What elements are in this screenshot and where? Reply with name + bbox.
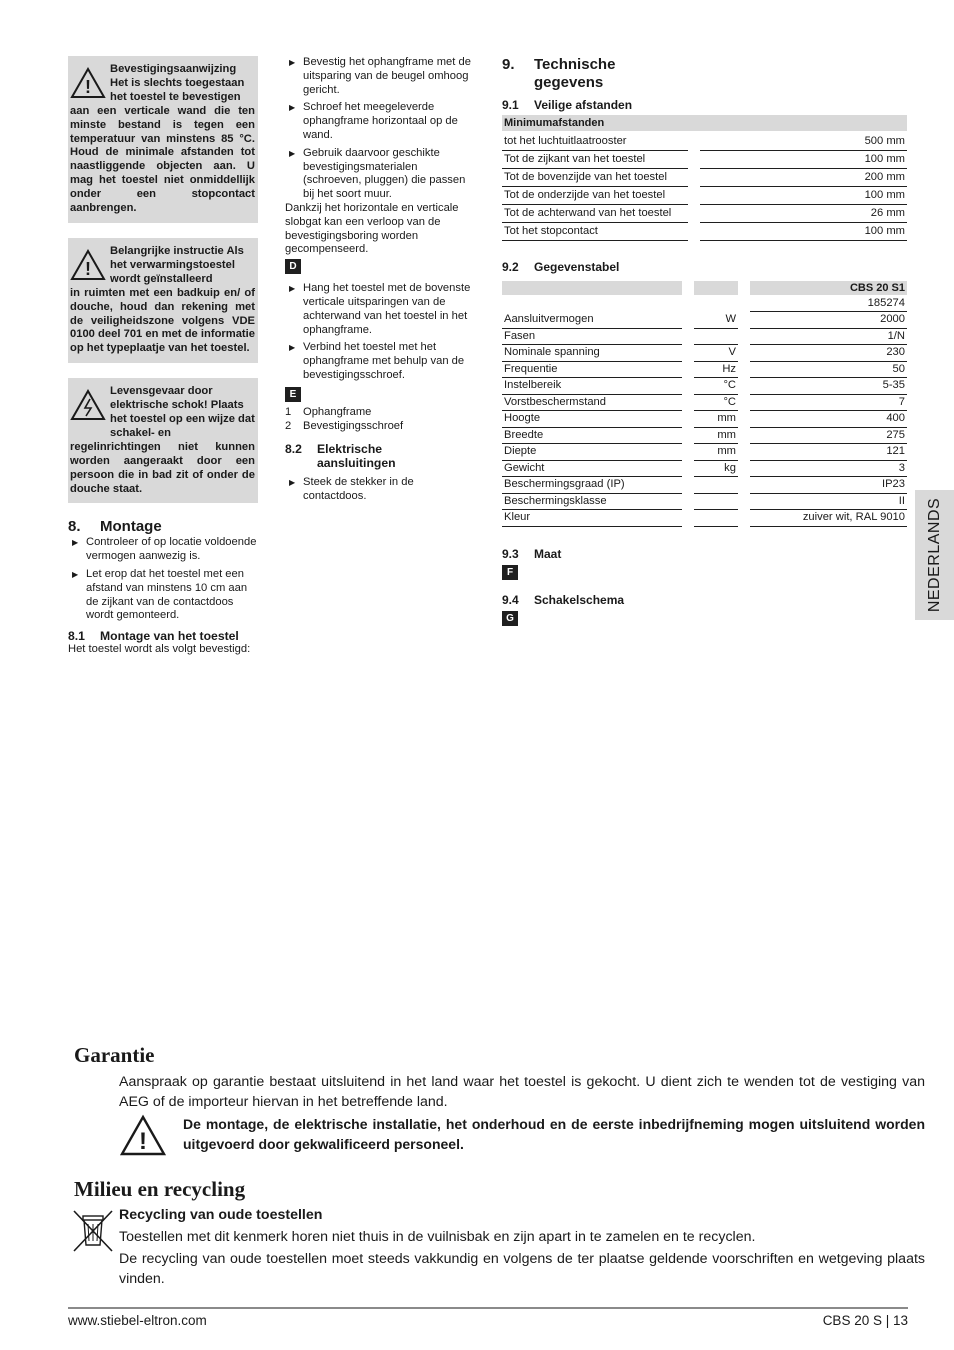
spec-value: IP23 xyxy=(750,477,907,494)
garantie-warning xyxy=(119,1114,925,1163)
spec-unit xyxy=(694,510,738,527)
list-item: ▶ Schroef het meegeleverde ophangframe horizontaal op de wand. xyxy=(285,101,477,142)
spec-value: 275 xyxy=(750,428,907,445)
distance-value: 100 mm xyxy=(700,187,907,205)
spec-unit: mm xyxy=(694,411,738,428)
page-footer xyxy=(68,1307,908,1328)
language-tab-label: NEDERLANDS xyxy=(925,497,943,613)
garantie-heading: Garantie xyxy=(74,1043,155,1067)
right-arrow-bullet-icon: ▶ xyxy=(289,284,296,294)
table-row xyxy=(502,187,907,205)
spec-label: Gewicht xyxy=(502,461,682,478)
milieu-subtitle: Recycling van oude toestellen xyxy=(119,1207,323,1223)
footer-page-number: CBS 20 S | 13 xyxy=(822,1313,908,1328)
spec-value: 121 xyxy=(750,444,907,461)
table-row xyxy=(502,510,907,527)
right-arrow-bullet-icon: ▶ xyxy=(72,538,79,548)
spec-value: 230 xyxy=(750,345,907,362)
bathroom-warning-box xyxy=(68,238,258,363)
table-row xyxy=(502,411,907,428)
list-item: ▶ Steek de stekker in de contactdoos. xyxy=(285,476,477,504)
distance-label: Tot de bovenzijde van het toestel xyxy=(502,169,688,187)
column-2 xyxy=(285,56,477,508)
spec-label: Nominale spanning xyxy=(502,345,682,362)
right-arrow-bullet-icon: ▶ xyxy=(289,103,296,113)
svg-text:!: ! xyxy=(85,77,91,97)
table-row xyxy=(502,151,907,169)
distances-table xyxy=(502,133,907,241)
dimensions-heading: 9.3 Maat xyxy=(502,546,562,561)
spec-label: Beschermingsklasse xyxy=(502,494,682,511)
milieu-heading: Milieu en recycling xyxy=(74,1177,246,1201)
spec-label: Fasen xyxy=(502,329,682,346)
warning-body-text: regelinrichtingen niet kunnen worden aangeraakt door een persoon die in bad zit of onder de douche staat. xyxy=(70,440,255,495)
table-row xyxy=(502,494,907,511)
mounting-warning-box xyxy=(68,56,258,223)
figure-label: D xyxy=(285,259,301,274)
distance-label: Tot de achterwand van het toestel xyxy=(502,205,688,223)
spec-unit xyxy=(694,477,738,494)
list-item: ▶ Let erop dat het toestel met een afstand van minstens 10 cm aan de zijkant van de contactdoos wordt gemonteerd. xyxy=(68,568,258,623)
svg-text:!: ! xyxy=(139,1128,147,1155)
table-row xyxy=(502,312,907,329)
table-row xyxy=(502,428,907,445)
table-row xyxy=(502,444,907,461)
spec-unit xyxy=(694,329,738,346)
warning-head-text: Bevestigingsaanwijzing Het is slechts toegestaan het toestel te bevestigen xyxy=(110,63,245,103)
spec-label: Hoogte xyxy=(502,411,682,428)
milieu-text-2: De recycling van oude toestellen moet steeds vakkundig en volgens de ter plaatse geldende voorschriften en wetgeving plaats vinden. xyxy=(119,1251,925,1287)
right-arrow-bullet-icon: ▶ xyxy=(289,343,296,353)
table-row xyxy=(502,329,907,346)
wiring-diagram-heading: 9.4 Schakelschema xyxy=(502,592,625,607)
warning-body-text: aan een verticale wand die ten minste bestand is tegen een temperatuur van minstens 85 °C. Houd de minimale afstanden tot naastliggende objecten aan. U mag het toestel niet onmiddellijk onder een stopcontact aanbrengen. xyxy=(70,104,255,215)
spec-label: Kleur xyxy=(502,510,682,527)
spec-unit: V xyxy=(694,345,738,362)
list-item: ▶ Verbind het toestel met het ophangframe met behulp van de bevestigingsschroef. xyxy=(285,341,477,382)
specs-header-row xyxy=(502,281,907,295)
language-tab xyxy=(915,490,954,620)
spec-value: 50 xyxy=(750,362,907,379)
spec-label: Aansluitvermogen xyxy=(502,312,682,329)
montage-heading: 8. Montage xyxy=(68,518,162,536)
compensation-text: Dankzij het horizontale en verticale slobgat kan een verloop van de bevestigingsboring worden gecompenseerd. xyxy=(285,201,459,256)
warning-triangle-icon xyxy=(70,63,110,105)
milieu-text-1: Toestellen met dit kenmerk horen niet thuis in de vuilnisbak en zijn apart in te zamelen en te recyclen. xyxy=(119,1229,756,1245)
column-1 xyxy=(68,56,258,657)
spec-label: Vorstbeschermstand xyxy=(502,395,682,412)
list-item: ▶ Gebruik daarvoor geschikte bevestigingsmaterialen (schroeven, pluggen) die passen bij het soort muur. xyxy=(285,147,477,202)
spec-value: 400 xyxy=(750,411,907,428)
list-item: ▶ Controleer of op locatie voldoende vermogen aanwezig is. xyxy=(68,536,258,564)
crossed-out-bin-icon xyxy=(72,1207,114,1258)
table-row xyxy=(502,169,907,187)
spec-unit: mm xyxy=(694,444,738,461)
spec-unit xyxy=(694,494,738,511)
right-arrow-bullet-icon: ▶ xyxy=(289,58,296,67)
spec-unit: °C xyxy=(694,378,738,395)
warning-body-text: in ruimten met een badkuip en/ of douche, houd dan rekening met de veiligheidszone volgens VDE 0100 deel 701 en met de informatie op het typeplaatje van het toestel. xyxy=(70,286,255,355)
list-item: ▶ Bevestig het ophangframe met de uitsparing van de beugel omhoog gericht. xyxy=(285,56,477,97)
legend-item: 1 Ophangframe xyxy=(285,405,372,418)
technical-data-heading: 9. Technische gegevens xyxy=(502,56,616,91)
spec-label: Frequentie xyxy=(502,362,682,379)
article-number: 185274 xyxy=(750,295,907,312)
figure-label: E xyxy=(285,387,301,402)
warning-triangle-icon xyxy=(119,1114,183,1163)
spec-unit: kg xyxy=(694,461,738,478)
electric-shock-warning-icon xyxy=(70,385,110,441)
distance-value: 26 mm xyxy=(700,205,907,223)
electric-shock-warning-box xyxy=(68,378,258,503)
distance-label: tot het luchtuitlaatrooster xyxy=(502,133,688,151)
table-row xyxy=(502,345,907,362)
spec-label: Diepte xyxy=(502,444,682,461)
warning-triangle-icon xyxy=(70,245,110,287)
distance-value: 100 mm xyxy=(700,223,907,241)
column-3 xyxy=(502,56,907,626)
specs-article-row xyxy=(502,295,907,312)
distance-value: 100 mm xyxy=(700,151,907,169)
spec-unit: °C xyxy=(694,395,738,412)
distance-label: Tot het stopcontact xyxy=(502,223,688,241)
data-table-heading: 9.2 Gegevenstabel xyxy=(502,260,620,274)
spec-unit: mm xyxy=(694,428,738,445)
warning-head-text: Levensgevaar door elektrische schok! Plaats het toestel op een wijze dat schakel- en xyxy=(110,385,255,439)
table-row xyxy=(502,395,907,412)
spec-value: zuiver wit, RAL 9010 xyxy=(750,510,907,527)
svg-text:!: ! xyxy=(85,258,91,279)
spec-value: II xyxy=(750,494,907,511)
spec-unit: Hz xyxy=(694,362,738,379)
spec-value: 2000 xyxy=(750,312,907,329)
table-row xyxy=(502,461,907,478)
spec-value: 3 xyxy=(750,461,907,478)
spec-label: Breedte xyxy=(502,428,682,445)
montage-toestel-text: Het toestel wordt als volgt bevestigd: xyxy=(68,643,251,656)
spec-value: 7 xyxy=(750,395,907,412)
right-arrow-bullet-icon: ▶ xyxy=(289,148,296,158)
table-row xyxy=(502,223,907,241)
table-row xyxy=(502,133,907,151)
table-row xyxy=(502,205,907,223)
warning-head-text: Belangrijke instructie Als het verwarmingstoestel wordt geïnstalleerd xyxy=(110,244,244,285)
specs-table xyxy=(502,281,907,527)
spec-unit: W xyxy=(694,312,738,329)
spec-value: 5-35 xyxy=(750,378,907,395)
figure-label: G xyxy=(502,611,518,626)
table-row xyxy=(502,378,907,395)
table-row xyxy=(502,477,907,494)
distance-label: Tot de zijkant van het toestel xyxy=(502,151,688,169)
garantie-text: Aanspraak op garantie bestaat uitsluitend in het land waar het toestel is gekocht. U dient zich te wenden tot de vestiging van AEG of de importeur hiervan in het betreffende land. xyxy=(119,1074,925,1110)
right-arrow-bullet-icon: ▶ xyxy=(289,478,296,488)
safe-distances-heading: 9.1 Veilige afstanden xyxy=(502,98,633,112)
list-item: ▶ Hang het toestel met de bovenste verticale uitsparingen van de achterwand van het toestel in het ophangframe. xyxy=(285,282,477,337)
right-arrow-bullet-icon: ▶ xyxy=(72,570,79,580)
footer-url: www.stiebel-eltron.com xyxy=(68,1313,207,1328)
montage-toestel-heading: 8.1 Montage van het toestel xyxy=(68,629,239,644)
distance-label: Tot de onderzijde van het toestel xyxy=(502,187,688,205)
spec-value: 1/N xyxy=(750,329,907,346)
electrical-connections-heading: 8.2 Elektrische aansluitingen xyxy=(285,442,396,471)
table-row xyxy=(502,362,907,379)
distance-value: 500 mm xyxy=(700,133,907,151)
model-name: CBS 20 S1 xyxy=(750,281,907,295)
distances-table-header: Minimumafstanden xyxy=(502,115,907,131)
legend-item: 2 Bevestigingsschroef xyxy=(285,419,404,432)
figure-label: F xyxy=(502,565,518,580)
spec-label: Instelbereik xyxy=(502,378,682,395)
spec-label: Beschermingsgraad (IP) xyxy=(502,477,682,494)
garantie-warning-text: De montage, de elektrische installatie, het onderhoud en de eerste inbedrijfneming mogen uitsluitend worden uitgevoerd door gekwalificeerd personeel. xyxy=(183,1116,925,1152)
distance-value: 200 mm xyxy=(700,169,907,187)
